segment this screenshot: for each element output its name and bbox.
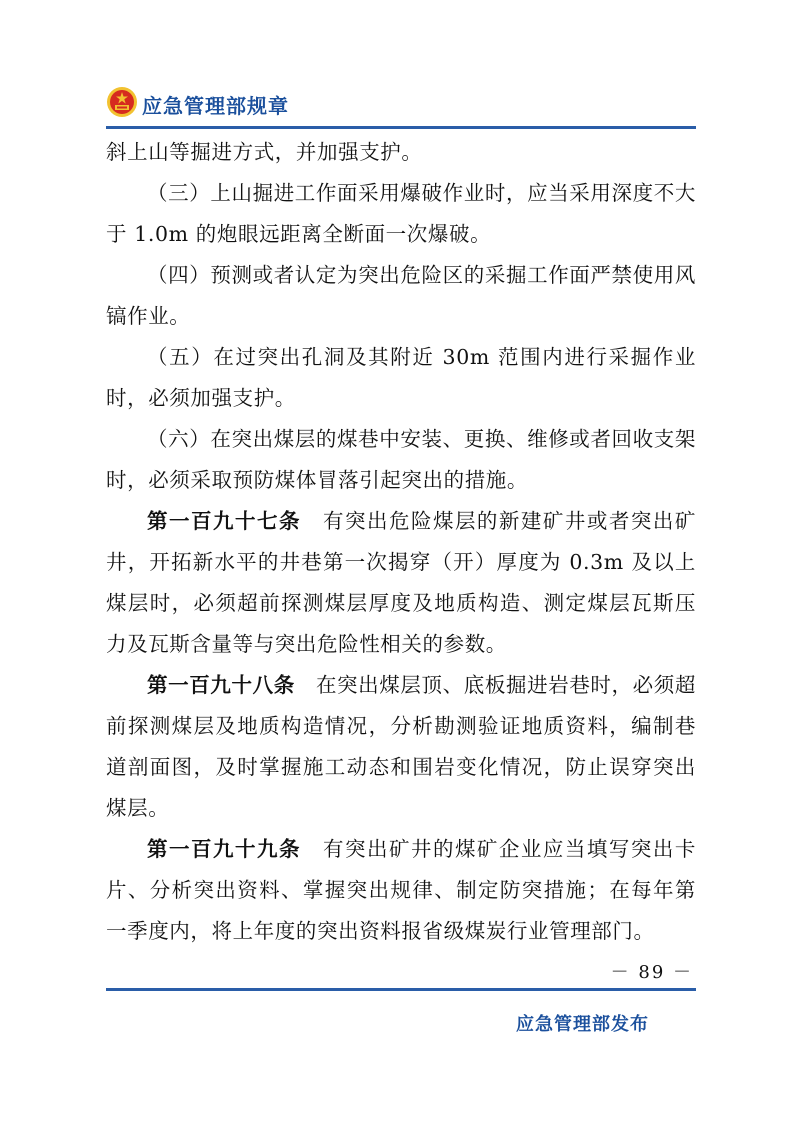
national-emblem-icon [106,86,138,118]
paragraph-continuation: 斜上山等掘进方式，并加强支护。 [106,140,423,164]
article-199 [106,829,696,952]
paragraph-item-3: （三）上山掘进工作面采用爆破作业时，应当采用深度不大于 1.0m 的炮眼远距离全断面一次爆破。 [106,181,696,246]
paragraph-item-4: （四）预测或者认定为突出危险区的采掘工作面严禁使用风镐作业。 [106,263,696,328]
footer-divider [106,988,696,991]
paragraph-item-5: （五）在过突出孔洞及其附近 30m 范围内进行采掘作业时，必须加强支护。 [106,345,696,410]
article-197 [106,501,696,665]
article-text: 有突出危险煤层的新建矿井或者突出矿井，开拓新水平的井巷第一次揭穿（开）厚度为 0.3m 及以上煤层时，必须超前探测煤层厚度及地质构造、测定煤层瓦斯压力及瓦斯含量等与突出危险性相关的参数。 [106,509,696,656]
paragraph-item-6: （六）在突出煤层的煤巷中安装、更换、维修或者回收支架时，必须采取预防煤体冒落引起突出的措施。 [106,427,696,492]
page-number: － 89 － [610,962,693,983]
page-header [106,84,696,124]
header-divider [106,126,696,129]
header-title: 应急管理部规章 [142,94,289,118]
article-title: 第一百九十七条 [147,509,301,533]
document-body [106,132,696,952]
article-text: 有突出矿井的煤矿企业应当填写突出卡片、分析突出资料、掌握突出规律、制定防突措施；在每年第一季度内，将上年度的突出资料报省级煤炭行业管理部门。 [106,837,696,943]
article-text: 在突出煤层顶、底板掘进岩巷时，必须超前探测煤层及地质构造情况，分析勘测验证地质资料，编制巷道剖面图，及时掌握施工动态和围岩变化情况，防止误穿突出煤层。 [106,673,696,820]
footer-publisher: 应急管理部发布 [516,1014,649,1035]
article-title: 第一百九十九条 [147,837,301,861]
article-title: 第一百九十八条 [147,673,295,697]
article-198 [106,665,696,829]
